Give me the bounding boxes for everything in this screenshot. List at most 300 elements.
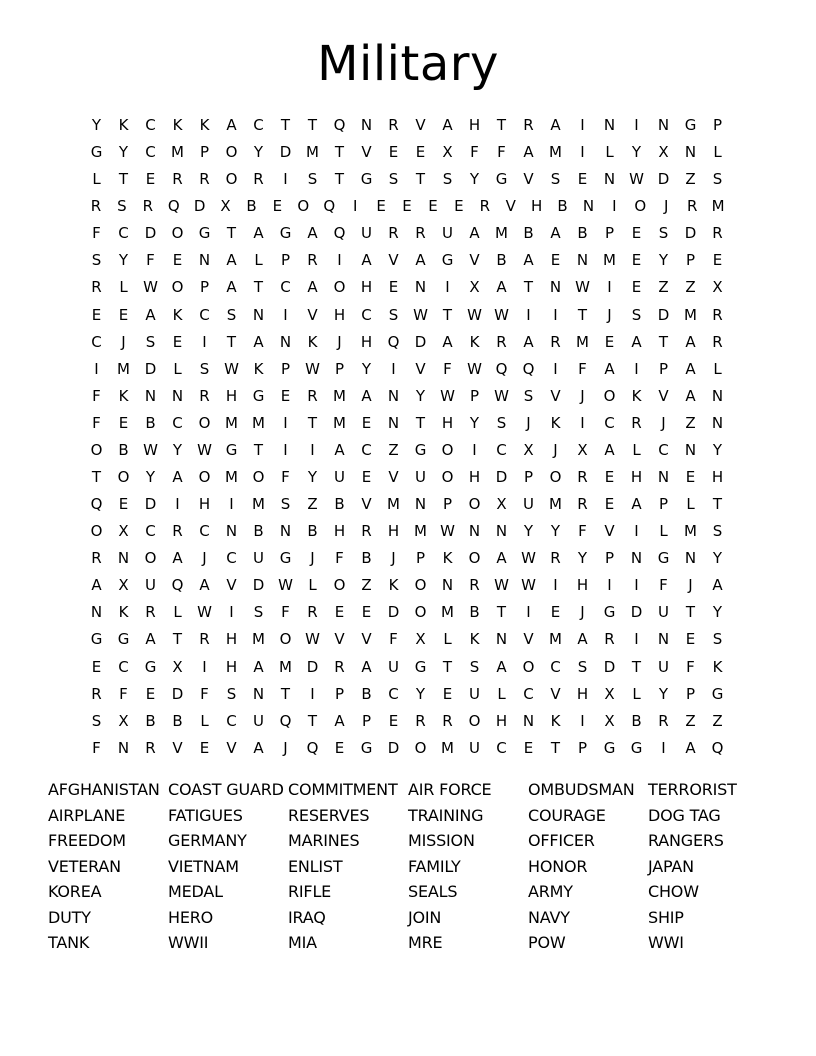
word-list-item: RIFLE (288, 882, 332, 901)
grid-letter: E (272, 197, 283, 216)
grid-letter: D (171, 684, 184, 703)
grid-letter: K (388, 576, 399, 595)
grid-letter: H (495, 711, 508, 730)
grid-letter: E (442, 684, 453, 703)
grid-letter: S (199, 359, 210, 378)
grid-letter: S (496, 413, 507, 432)
grid-letter: H (468, 468, 481, 487)
grid-letter: A (253, 224, 264, 243)
grid-letter: K (118, 116, 129, 134)
grid-letter: P (280, 359, 291, 378)
grid-letter: Y (91, 116, 102, 134)
grid-letter: C (172, 413, 183, 432)
grid-letter: R (442, 711, 453, 730)
grid-letter: E (91, 657, 102, 676)
grid-letter: Q (333, 116, 346, 134)
grid-letter: L (659, 522, 668, 541)
grid-letter: X (415, 630, 426, 649)
grid-letter: X (469, 278, 480, 297)
grid-letter: Q (90, 495, 103, 514)
grid-letter: C (226, 711, 237, 730)
grid-letter: X (118, 522, 129, 541)
grid-letter: F (92, 224, 101, 243)
grid-letter: T (118, 170, 129, 189)
grid-letter: I (202, 657, 207, 676)
grid-letter: G (90, 143, 103, 162)
grid-letter: N (657, 468, 670, 487)
grid-letter: D (387, 738, 400, 757)
grid-letter: B (523, 224, 534, 243)
grid-letter: R (199, 386, 210, 405)
grid-letter: Z (685, 413, 696, 432)
grid-letter: G (279, 224, 292, 243)
grid-letter: E (604, 332, 615, 351)
grid-letter: P (334, 684, 345, 703)
grid-letter: H (468, 116, 481, 134)
grid-letter: N (711, 386, 724, 405)
word-list-item: MISSION (408, 831, 475, 850)
grid-letter: N (279, 332, 292, 351)
grid-row (83, 708, 731, 735)
grid-letter: N (360, 116, 373, 134)
grid-letter: R (91, 549, 102, 568)
grid-letter: E (428, 197, 438, 216)
grid-letter: R (712, 332, 723, 351)
grid-letter: G (144, 657, 157, 676)
grid-letter: I (634, 359, 639, 378)
grid-letter: E (280, 386, 291, 405)
grid-letter: F (92, 413, 101, 432)
grid-letter: E (415, 143, 426, 162)
grid-letter: N (684, 143, 697, 162)
grid-letter: Y (307, 468, 318, 487)
grid-letter: V (361, 495, 372, 514)
grid-letter: T (415, 413, 426, 432)
grid-letter: D (144, 495, 157, 514)
grid-letter: U (388, 657, 399, 676)
grid-letter: M (603, 251, 616, 270)
grid-letter: N (657, 630, 670, 649)
grid-letter: Q (306, 738, 319, 757)
grid-letter: E (118, 413, 129, 432)
grid-row (83, 572, 731, 599)
grid-letter: K (442, 549, 453, 568)
grid-letter: T (253, 278, 264, 297)
grid-letter: U (253, 711, 264, 730)
grid-letter: L (173, 359, 182, 378)
grid-letter: N (468, 522, 481, 541)
grid-letter: C (361, 440, 372, 459)
grid-letter: U (415, 468, 426, 487)
word-list-item: MRE (408, 933, 443, 952)
grid-letter: U (469, 684, 480, 703)
grid-letter: A (442, 116, 453, 134)
grid-letter: E (550, 603, 561, 622)
grid-row (83, 220, 731, 247)
grid-letter: I (553, 576, 558, 595)
grid-letter: M (333, 386, 346, 405)
grid-letter: I (337, 251, 342, 270)
grid-letter: U (361, 224, 372, 243)
grid-letter: U (145, 576, 156, 595)
grid-letter: H (576, 576, 589, 595)
grid-letter: B (469, 603, 480, 622)
grid-letter: B (172, 711, 183, 730)
grid-letter: E (712, 251, 723, 270)
grid-letter: O (441, 468, 454, 487)
grid-letter: E (118, 495, 129, 514)
grid-letter: X (604, 711, 615, 730)
grid-letter: Z (685, 711, 696, 730)
grid-letter: B (334, 495, 345, 514)
grid-letter: V (307, 305, 318, 324)
grid-letter: A (145, 630, 156, 649)
grid-letter: I (283, 305, 288, 324)
grid-letter: J (337, 332, 342, 351)
grid-letter: H (360, 332, 373, 351)
grid-letter: L (605, 143, 614, 162)
grid-letter: M (711, 197, 725, 216)
grid-letter: P (442, 495, 453, 514)
grid-letter: R (388, 116, 399, 134)
word-list-item: NAVY (528, 907, 570, 927)
grid-letter: R (172, 170, 183, 189)
grid-letter: Q (323, 197, 336, 216)
grid-letter: O (414, 576, 427, 595)
grid-letter: O (198, 468, 211, 487)
grid-letter: V (226, 738, 237, 757)
grid-letter: J (664, 197, 669, 216)
grid-letter: I (472, 440, 477, 459)
grid-letter: S (226, 305, 237, 324)
grid-letter: T (334, 170, 345, 189)
grid-letter: E (361, 468, 372, 487)
grid-letter: P (658, 359, 669, 378)
grid-letter: S (117, 197, 127, 216)
grid-letter: C (550, 657, 561, 676)
grid-letter: N (684, 549, 697, 568)
grid-letter: V (361, 630, 372, 649)
grid-letter: D (144, 224, 157, 243)
grid-letter: L (308, 576, 317, 595)
grid-row (83, 356, 731, 383)
grid-letter: H (576, 684, 589, 703)
grid-letter: M (225, 413, 238, 432)
grid-letter: E (145, 684, 156, 703)
grid-letter: I (229, 495, 234, 514)
grid-letter: W (467, 305, 482, 324)
grid-letter: M (495, 224, 508, 243)
grid-row (83, 247, 731, 274)
grid-letter: K (469, 630, 480, 649)
grid-letter: O (468, 495, 481, 514)
grid-letter: I (310, 684, 315, 703)
grid-letter: T (685, 603, 696, 622)
grid-letter: W (494, 305, 509, 324)
grid-letter: E (91, 305, 102, 324)
grid-letter: R (307, 603, 318, 622)
word-list-item: FATIGUES (168, 805, 243, 825)
grid-letter: N (414, 278, 427, 297)
grid-letter: A (253, 738, 264, 757)
grid-letter: T (334, 143, 345, 162)
grid-letter: N (711, 413, 724, 432)
grid-letter: X (172, 657, 183, 676)
grid-letter: L (497, 684, 506, 703)
grid-letter: R (253, 170, 264, 189)
grid-letter: O (634, 197, 647, 216)
grid-letter: E (631, 278, 642, 297)
grid-letter: A (415, 251, 426, 270)
grid-letter: T (442, 305, 453, 324)
grid-letter: O (468, 711, 481, 730)
grid-letter: A (172, 468, 183, 487)
grid-letter: G (360, 170, 373, 189)
grid-letter: C (118, 224, 129, 243)
grid-letter: H (630, 468, 643, 487)
grid-letter: Y (118, 251, 129, 270)
grid-letter: T (226, 332, 237, 351)
grid-letter: F (92, 386, 101, 405)
grid-letter: L (200, 711, 209, 730)
grid-letter: S (658, 224, 669, 243)
grid-letter: O (225, 170, 238, 189)
grid-letter: C (145, 522, 156, 541)
grid-row (83, 654, 731, 681)
grid-letter: V (523, 630, 534, 649)
grid-letter: Q (495, 359, 508, 378)
grid-letter: M (441, 738, 454, 757)
grid-letter: R (172, 522, 183, 541)
grid-letter: C (280, 278, 291, 297)
grid-letter: K (253, 359, 264, 378)
grid-letter: J (580, 603, 585, 622)
grid-letter: R (142, 197, 154, 216)
grid-letter: M (225, 468, 238, 487)
grid-letter: K (172, 116, 183, 134)
grid-letter: G (414, 440, 427, 459)
grid-letter: X (604, 684, 615, 703)
grid-letter: G (90, 630, 103, 649)
grid-letter: Y (145, 468, 156, 487)
grid-letter: B (631, 711, 642, 730)
grid-letter: Y (415, 386, 426, 405)
grid-letter: S (253, 603, 264, 622)
grid-letter: R (604, 630, 615, 649)
grid-letter: G (252, 386, 265, 405)
grid-letter: G (630, 738, 643, 757)
grid-row (83, 626, 731, 653)
grid-letter: O (603, 386, 616, 405)
grid-letter: H (360, 278, 373, 297)
grid-letter: I (634, 522, 639, 541)
grid-letter: T (658, 332, 669, 351)
grid-letter: I (352, 197, 358, 216)
grid-letter: J (310, 549, 315, 568)
grid-letter: A (334, 440, 345, 459)
grid-letter: M (279, 657, 292, 676)
grid-letter: N (171, 386, 184, 405)
grid-letter: S (550, 170, 561, 189)
word-list-item: OMBUDSMAN (528, 780, 635, 799)
grid-letter: O (252, 468, 265, 487)
grid-letter: M (171, 143, 184, 162)
grid-row (83, 329, 731, 356)
grid-letter: C (145, 116, 156, 134)
grid-letter: N (603, 116, 616, 134)
grid-letter: N (603, 170, 616, 189)
grid-row (83, 491, 731, 518)
grid-letter: X (712, 278, 723, 297)
grid-letter: T (307, 116, 318, 134)
grid-letter: C (496, 440, 507, 459)
grid-letter: T (172, 630, 183, 649)
grid-letter: O (333, 576, 346, 595)
grid-row (83, 464, 731, 491)
grid-letter: W (305, 359, 320, 378)
grid-letter: L (443, 630, 452, 649)
grid-letter: N (144, 386, 157, 405)
grid-letter: R (469, 576, 480, 595)
grid-letter: I (634, 576, 639, 595)
grid-letter: R (91, 684, 102, 703)
grid-letter: T (280, 116, 291, 134)
page-title: Military (317, 36, 499, 92)
grid-letter: A (550, 116, 561, 134)
grid-letter: U (334, 468, 345, 487)
grid-letter: Y (712, 440, 723, 459)
grid-letter: V (523, 170, 534, 189)
grid-letter: S (712, 170, 723, 189)
grid-letter: R (550, 332, 561, 351)
grid-letter: I (229, 603, 234, 622)
grid-letter: Y (415, 684, 426, 703)
grid-letter: Z (388, 440, 399, 459)
grid-letter: X (658, 143, 669, 162)
grid-letter: I (580, 413, 585, 432)
grid-letter: A (199, 576, 210, 595)
grid-letter: N (387, 386, 400, 405)
grid-letter: D (144, 359, 157, 378)
grid-letter: I (634, 116, 639, 134)
grid-letter: I (526, 305, 531, 324)
grid-letter: K (199, 116, 210, 134)
grid-letter: M (576, 332, 589, 351)
grid-letter: N (495, 630, 508, 649)
grid-letter: Q (711, 738, 724, 757)
grid-letter: Y (658, 251, 669, 270)
grid-letter: R (577, 495, 588, 514)
grid-letter: N (252, 684, 265, 703)
grid-letter: D (387, 603, 400, 622)
grid-letter: E (388, 711, 399, 730)
grid-letter: T (577, 305, 588, 324)
grid-letter: R (479, 197, 490, 216)
grid-letter: U (442, 224, 453, 243)
grid-letter: E (577, 170, 588, 189)
word-list-item: RESERVES (288, 805, 370, 825)
grid-row (83, 139, 731, 166)
grid-letter: D (414, 332, 427, 351)
grid-letter: T (253, 440, 264, 459)
grid-letter: E (685, 468, 696, 487)
grid-letter: R (712, 224, 723, 243)
grid-letter: Y (469, 170, 480, 189)
grid-letter: U (523, 495, 534, 514)
grid-letter: S (712, 630, 723, 649)
grid-letter: A (550, 224, 561, 243)
grid-letter: M (549, 630, 562, 649)
grid-letter: M (387, 495, 400, 514)
grid-row (83, 410, 731, 437)
grid-row (83, 735, 731, 762)
grid-row (83, 383, 731, 410)
grid-letter: A (226, 251, 237, 270)
grid-letter: H (198, 495, 211, 514)
grid-letter: E (523, 738, 534, 757)
grid-letter: H (333, 305, 346, 324)
grid-letter: R (199, 630, 210, 649)
grid-letter: G (495, 170, 508, 189)
grid-letter: A (604, 440, 615, 459)
grid-letter: K (307, 332, 318, 351)
grid-letter: L (632, 440, 641, 459)
grid-letter: E (388, 143, 399, 162)
grid-letter: Y (172, 440, 183, 459)
grid-letter: D (657, 305, 670, 324)
grid-letter: W (224, 359, 239, 378)
grid-letter: Q (171, 576, 184, 595)
grid-row (83, 518, 731, 545)
grid-letter: Y (712, 549, 723, 568)
grid-letter: P (577, 738, 588, 757)
grid-letter: N (198, 251, 211, 270)
grid-letter: A (496, 549, 507, 568)
grid-letter: I (94, 359, 99, 378)
grid-letter: P (712, 116, 723, 134)
grid-letter: G (441, 251, 454, 270)
grid-letter: R (631, 413, 642, 432)
grid-letter: B (145, 711, 156, 730)
grid-letter: Q (167, 197, 180, 216)
grid-letter: F (443, 359, 452, 378)
grid-letter: M (306, 143, 319, 162)
grid-letter: P (685, 684, 696, 703)
grid-letter: N (252, 305, 265, 324)
grid-letter: N (582, 197, 595, 216)
grid-letter: Z (307, 495, 318, 514)
grid-letter: N (522, 711, 535, 730)
grid-letter: N (117, 549, 130, 568)
grid-letter: H (225, 386, 238, 405)
grid-letter: S (388, 170, 399, 189)
word-list-item: COMMITMENT (288, 780, 398, 799)
word-list-item: OFFICER (528, 831, 595, 850)
grid-letter: A (361, 386, 372, 405)
grid-letter: I (612, 197, 617, 216)
word-list-item: HONOR (528, 856, 588, 876)
grid-letter: S (469, 657, 480, 676)
grid-letter: D (495, 468, 508, 487)
word-list-item: MEDAL (168, 882, 223, 901)
grid-letter: E (685, 630, 696, 649)
grid-letter: J (283, 738, 288, 757)
grid-letter: P (334, 359, 345, 378)
grid-letter: D (684, 224, 697, 243)
word-list-item: TERRORIST (648, 780, 737, 799)
grid-letter: V (505, 197, 516, 216)
grid-letter: J (688, 576, 693, 595)
